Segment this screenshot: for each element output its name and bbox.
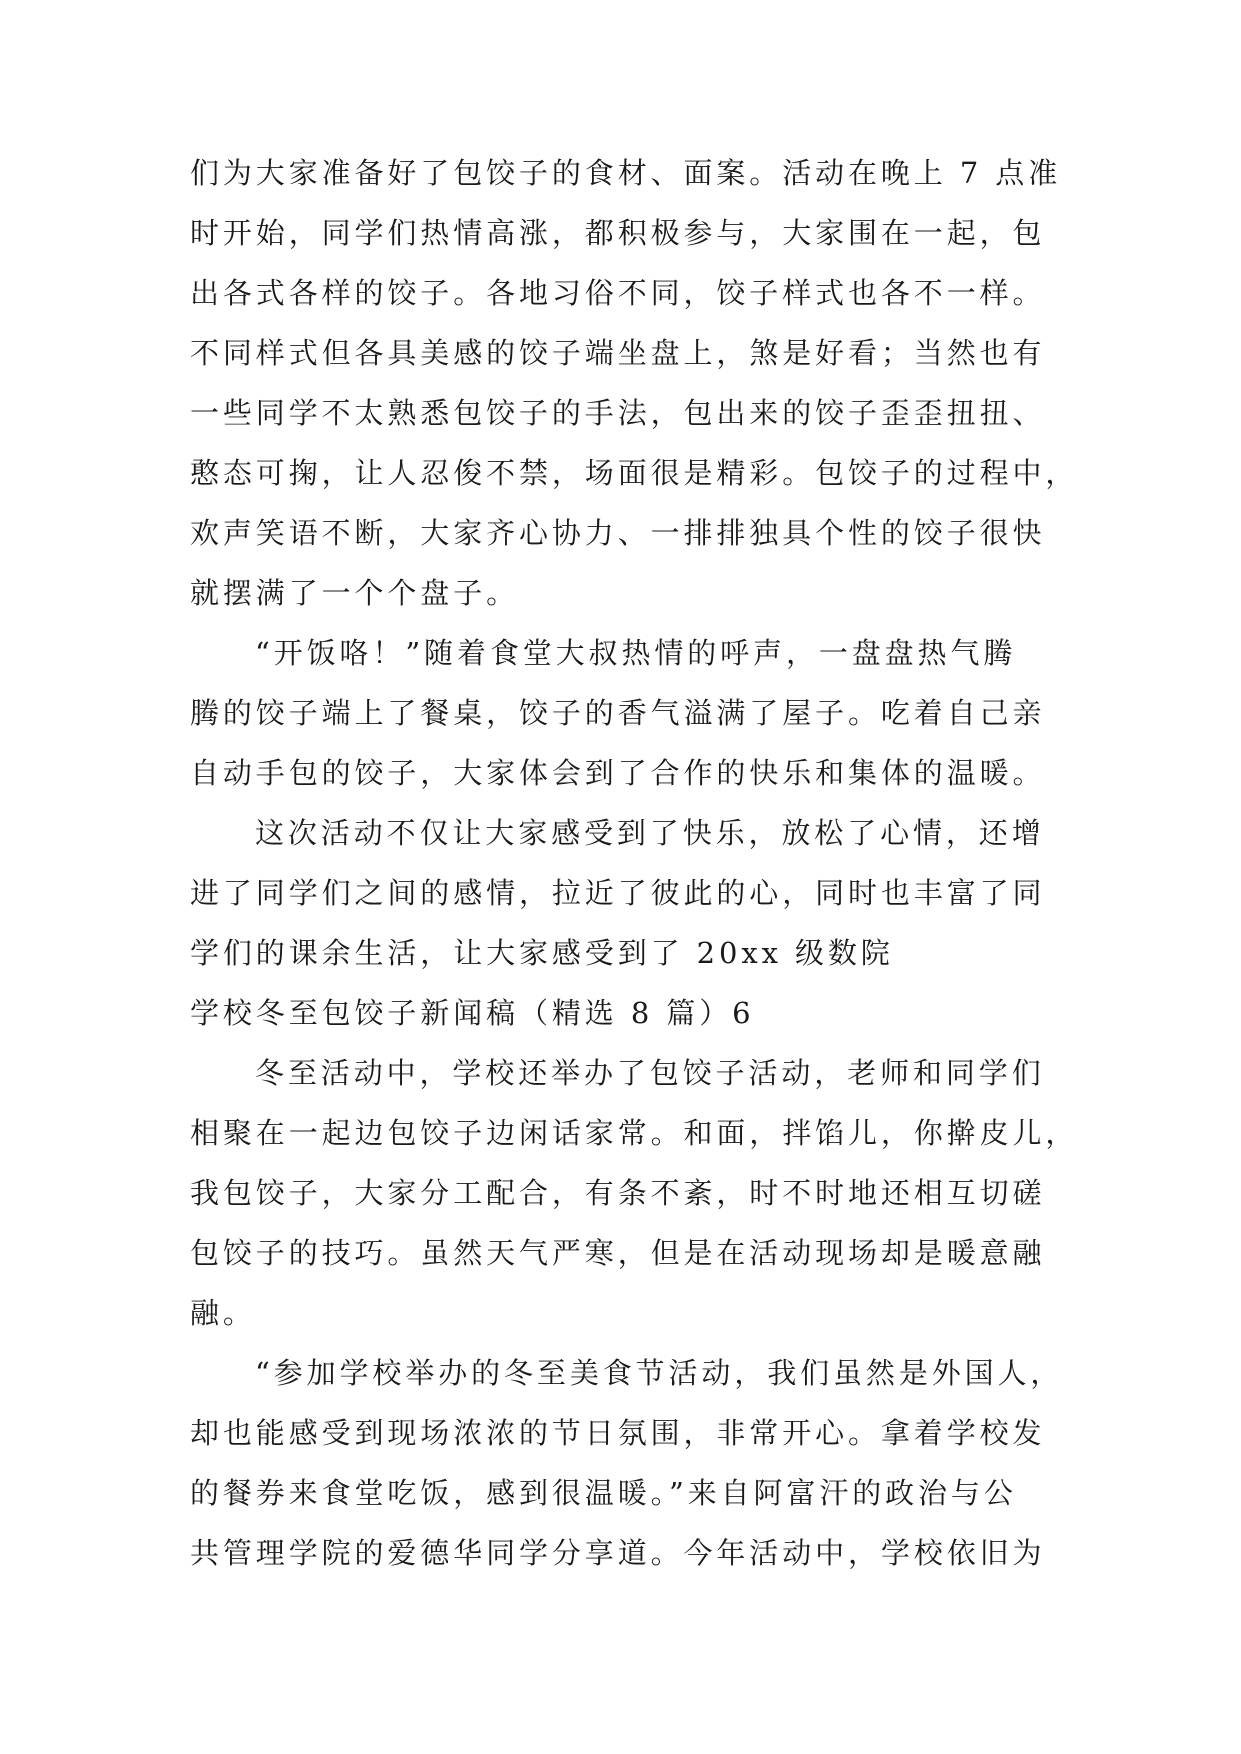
text-line: 腾的饺子端上了餐桌，饺子的香气溢满了屋子。吃着自己亲 <box>190 696 1046 730</box>
text-line: 欢声笑语不断，大家齐心协力、一排排独具个性的饺子很快 <box>190 516 1046 550</box>
text-line: 融。 <box>190 1296 256 1330</box>
text-line: 就摆满了一个个盘子。 <box>190 576 520 610</box>
text-line: 包饺子的技巧。虽然天气严寒，但是在活动现场却是暖意融 <box>190 1236 1046 1270</box>
text-line: 这次活动不仅让大家感受到了快乐，放松了心情，还增 <box>255 816 1045 850</box>
text-line: 出各式各样的饺子。各地习俗不同，饺子样式也各不一样。 <box>190 276 1046 310</box>
text-line: 学们的课余生活，让大家感受到了 20xx 级数院 <box>190 936 894 970</box>
text-line: 进了同学们之间的感情，拉近了彼此的心，同时也丰富了同 <box>190 876 1046 910</box>
text-line: “参加学校举办的冬至美食节活动，我们虽然是外国人， <box>255 1356 1064 1390</box>
text-line: 冬至活动中，学校还举办了包饺子活动，老师和同学们 <box>255 1056 1045 1090</box>
text-line: 时开始，同学们热情高涨，都积极参与，大家围在一起，包 <box>190 216 1046 250</box>
text-line: 却也能感受到现场浓浓的节日氛围，非常开心。拿着学校发 <box>190 1416 1046 1450</box>
text-line: 我包饺子，大家分工配合，有条不紊，时不时地还相互切磋 <box>190 1176 1046 1210</box>
section-heading: 学校冬至包饺子新闻稿（精选 8 篇）6 <box>190 996 755 1030</box>
text-line: “开饭咯！”随着食堂大叔热情的呼声，一盘盘热气腾 <box>255 636 1017 670</box>
text-line: 共管理学院的爱德华同学分享道。今年活动中，学校依旧为 <box>190 1536 1046 1570</box>
text-line: 自动手包的饺子，大家体会到了合作的快乐和集体的温暖。 <box>190 756 1046 790</box>
text-line: 的餐券来食堂吃饭，感到很温暖。”来自阿富汗的政治与公 <box>190 1476 1017 1510</box>
text-line: 们为大家准备好了包饺子的食材、面案。活动在晚上 7 点准 <box>190 156 1062 190</box>
text-line: 一些同学不太熟悉包饺子的手法，包出来的饺子歪歪扭扭、 <box>190 396 1046 430</box>
text-line: 憨态可掬，让人忍俊不禁，场面很是精彩。包饺子的过程中， <box>190 456 1079 490</box>
text-line: 相聚在一起边包饺子边闲话家常。和面，拌馅儿，你擀皮儿， <box>190 1116 1079 1150</box>
text-line: 不同样式但各具美感的饺子端坐盘上，煞是好看；当然也有 <box>190 336 1046 370</box>
